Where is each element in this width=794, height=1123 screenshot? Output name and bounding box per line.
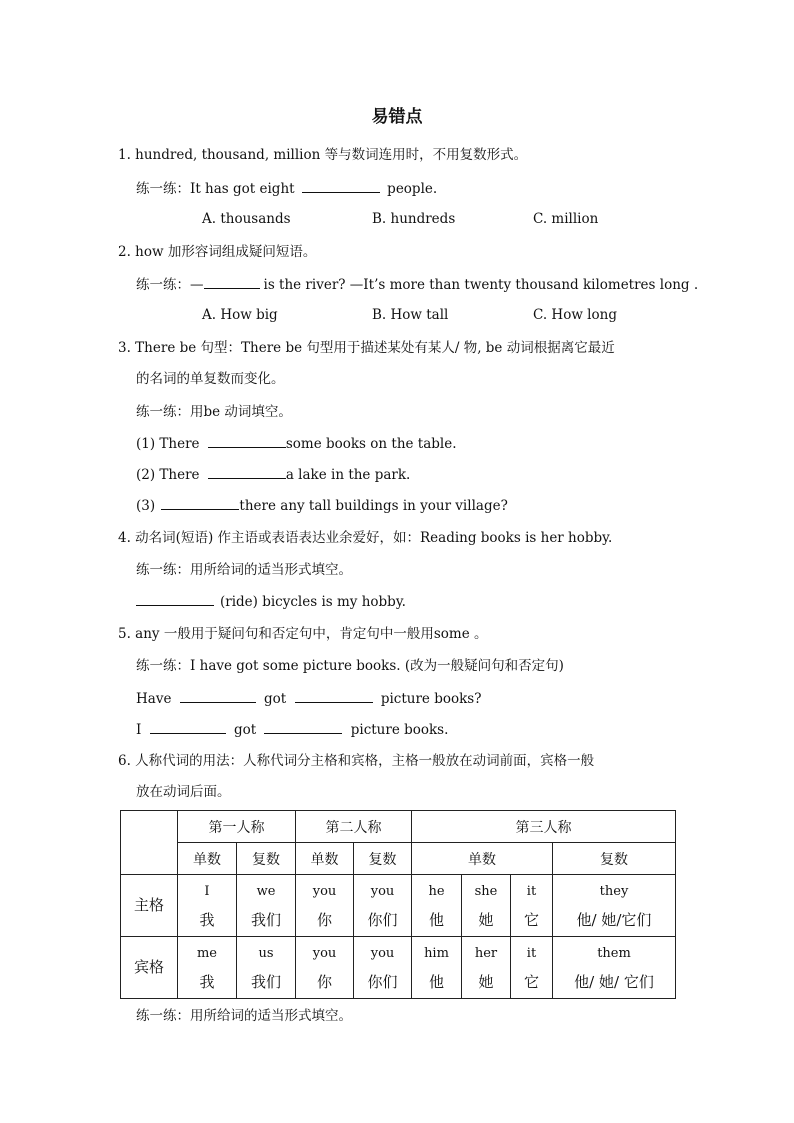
q2-part-c: picture books.	[350, 722, 449, 738]
page-title: 易错点	[371, 107, 423, 127]
rule-3-line-1: 3. There be 句型：There be 句型用于描述某处有某人/ 物, be 动词根据离它最近	[118, 340, 615, 356]
answer-blank[interactable]	[161, 495, 239, 510]
exercise-3-q1	[136, 433, 457, 454]
q2-part-a: I	[136, 722, 142, 738]
header-plural: 复数	[553, 843, 676, 875]
exercise-6-instruction: 练一练：用所给词的适当形式填空。	[136, 1008, 352, 1024]
table-row-object	[121, 937, 676, 999]
table-cell: we 我们	[237, 875, 296, 937]
table-corner-cell	[121, 811, 178, 875]
exercise-2	[136, 274, 698, 295]
q2-prefix: (2) There	[136, 467, 200, 483]
table-header-row-1	[121, 811, 676, 843]
header-plural: 复数	[237, 843, 296, 875]
rule-6-line-1: 6. 人称代词的用法：人称代词分主格和宾格，主格一般放在动词前面，宾格一般	[118, 753, 595, 769]
header-second-person: 第二人称	[296, 811, 412, 843]
exercise-3-instruction: 练一练：用be 动词填空。	[136, 404, 292, 420]
answer-blank[interactable]	[208, 433, 286, 448]
table-cell: you 你们	[354, 937, 412, 999]
q2-suffix: a lake in the park.	[285, 467, 411, 483]
row-label: 宾格	[121, 937, 178, 999]
exercise-4-instruction: 练一练：用所给词的适当形式填空。	[136, 562, 352, 578]
option-b[interactable]: B. How tall	[372, 307, 449, 323]
exercise-1-prefix: 练一练：It has got eight	[136, 181, 295, 197]
table-cell: you 你们	[354, 875, 412, 937]
table-cell: I 我	[178, 875, 237, 937]
table-cell: them 他/ 她/ 它们	[553, 937, 676, 999]
exercise-2-prefix: 练一练：—	[136, 277, 204, 293]
q1-prefix: (1) There	[136, 436, 200, 452]
pronoun-table	[120, 810, 676, 999]
q1-part-b: got	[264, 691, 287, 707]
q1-part-a: Have	[136, 691, 172, 707]
q3-prefix: (3)	[136, 498, 156, 514]
table-cell: her 她	[462, 937, 511, 999]
answer-blank[interactable]	[264, 719, 342, 734]
header-singular: 单数	[412, 843, 553, 875]
q3-suffix: there any tall buildings in your village?	[239, 498, 508, 514]
table-cell: they 他/ 她/它们	[553, 875, 676, 937]
answer-blank[interactable]	[295, 688, 373, 703]
rule-5: 5. any 一般用于疑问句和否定句中，肯定句中一般用some 。	[118, 626, 488, 642]
exercise-5-q1	[136, 688, 481, 709]
q1-suffix: some books on the table.	[285, 436, 457, 452]
answer-blank[interactable]	[204, 274, 260, 289]
exercise-3-q2	[136, 464, 410, 485]
row-label: 主格	[121, 875, 178, 937]
table-cell: him 他	[412, 937, 462, 999]
answer-blank[interactable]	[136, 591, 214, 606]
exercise-4-q	[136, 591, 406, 612]
rule-4: 4. 动名词(短语) 作主语或表语表达业余爱好，如：Reading books is her hobby.	[118, 530, 613, 546]
exercise-1-suffix: people.	[387, 181, 438, 197]
rule-6-line-2: 放在动词后面。	[136, 784, 231, 800]
rule-3-line-2: 的名词的单复数而变化。	[136, 371, 285, 387]
table-row-subject	[121, 875, 676, 937]
q1-part-c: picture books?	[380, 691, 482, 707]
option-c[interactable]: C. million	[533, 211, 599, 227]
header-singular: 单数	[296, 843, 354, 875]
q-suffix: (ride) bicycles is my hobby.	[220, 594, 406, 610]
q2-part-b: got	[233, 722, 257, 738]
answer-blank[interactable]	[208, 464, 286, 479]
header-plural: 复数	[354, 843, 412, 875]
header-singular: 单数	[178, 843, 237, 875]
answer-blank[interactable]	[180, 688, 256, 703]
rule-2: 2. how 加形容词组成疑问短语。	[118, 244, 317, 260]
header-third-person: 第三人称	[412, 811, 676, 843]
option-c[interactable]: C. How long	[533, 307, 617, 323]
table-cell: she 她	[462, 875, 511, 937]
exercise-1	[136, 178, 437, 199]
option-b[interactable]: B. hundreds	[372, 211, 456, 227]
table-cell: us 我们	[237, 937, 296, 999]
answer-blank[interactable]	[302, 178, 380, 193]
exercise-5-instruction: 练一练：I have got some picture books. (改为一般疑问句和否定句)	[136, 658, 564, 674]
option-a[interactable]: A. How big	[202, 307, 278, 323]
answer-blank[interactable]	[150, 719, 226, 734]
table-cell: it 它	[511, 937, 553, 999]
rule-1: 1. hundred, thousand, million 等与数词连用时，不用复数形式。	[118, 147, 528, 163]
exercise-3-q3	[136, 495, 508, 516]
header-first-person: 第一人称	[178, 811, 296, 843]
option-a[interactable]: A. thousands	[202, 211, 291, 227]
table-cell: it 它	[511, 875, 553, 937]
table-cell: you 你	[296, 937, 354, 999]
exercise-2-suffix: is the river? —It’s more than twenty thousand kilometres long .	[263, 277, 699, 293]
table-cell: he 他	[412, 875, 462, 937]
exercise-5-q2	[136, 719, 448, 740]
table-header-row-2	[121, 843, 676, 875]
table-cell: you 你	[296, 875, 354, 937]
table-cell: me 我	[178, 937, 237, 999]
